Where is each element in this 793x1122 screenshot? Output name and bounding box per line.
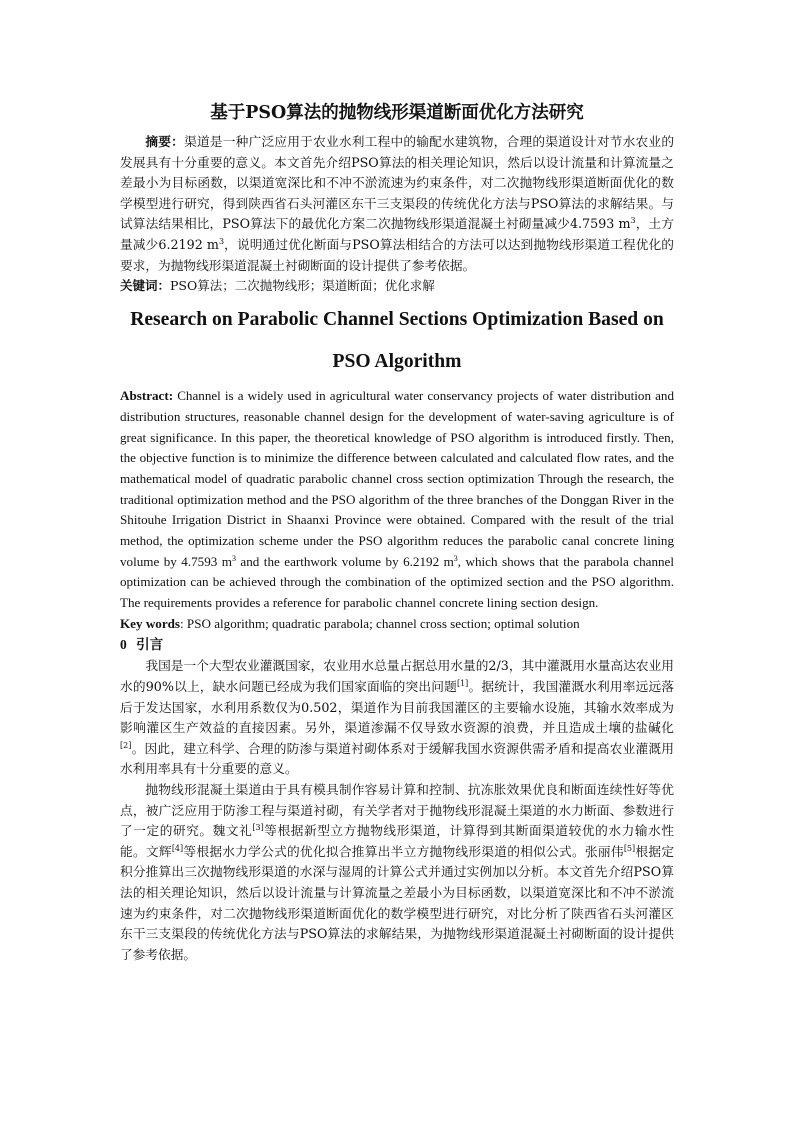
intro-p2-text-2: 等根据新型立方抛物线形渠道，计算得到其断面渠道较优的水力输水性能。文辉 xyxy=(120,823,675,859)
citation-4: [4] xyxy=(171,843,184,853)
superscript-cubic: 3 xyxy=(231,553,236,563)
english-keywords xyxy=(120,614,674,635)
intro-p1-text-3: 。因此，建立科学、合理的防渗与渠道衬砌体系对于缓解我国水资源供需矛盾和提高农业灌溉用水利用率具有十分重要的意义。 xyxy=(120,740,674,777)
section-heading-introduction xyxy=(120,634,674,656)
citation-3: [3] xyxy=(252,823,264,833)
citation-1: [1] xyxy=(456,678,469,688)
english-keywords-label: Key words xyxy=(120,615,181,631)
intro-p2-text-4: 根据定积分推算出三次抛物线形渠道的水深与湿周的计算公式并通过实例加以分析。本文首先介绍PSO算法的相关理论知识，然后以设计流量与计算流量之差最小为目标函数，以渠道宽深比和不冲不淤流速为约束条件，对二次抛物线形渠道断面优化的数学模型进行研究，对比分析了陕西省石头河灌区东干三支渠段的传统优化方法与PSO算法的求解结果，为抛物线形渠道混凝土衬砌断面的设计提供了参考依据。 xyxy=(120,843,675,962)
english-abstract-text-3: , which shows that the parabola channel optimization can be achieved through the combination of the optimized section and the PSO algorithm. The requirements provides a reference for parabolic channel concrete lining section design. xyxy=(120,553,674,611)
english-title-line-1: Research on Parabolic Channel Sections Optimization Based on xyxy=(130,309,664,331)
intro-p1-text-2: 。据统计，我国灌溉水利用率远远落后于发达国家，水利用系数仅为0.502，渠道作为目前我国灌区的主要输水设施，其输水效率成为影响灌区生产效益的直接因素。另外，渠道渗漏不仅导致水资源的浪费，并且造成土壤的盐碱化 xyxy=(120,678,675,736)
chinese-keywords xyxy=(120,276,674,296)
chinese-abstract-text: 渠道是一种广泛应用于农业水利工程中的输配水建筑物，合理的渠道设计对节水农业的发展具有十分重要的意义。本文首先介绍PSO算法的相关理论知识，然后以设计流量和计算流量之差最小为目标函数，以渠道宽深比和不冲不淤流速为约束条件，对二次抛物线形渠道断面优化的数学模型进行研究，得到陕西省石头河灌区东干三支渠段的传统优化方法与PSO算法的求解结果。与试算法结果相比，PSO算法下的最优化方案二次抛物线形渠道混凝土衬砌量减少4.7593 m xyxy=(120,134,675,232)
chinese-abstract-label: 摘要： xyxy=(145,134,185,149)
english-abstract-text-2: and the earthwork volume by 6.2192 m xyxy=(235,553,454,569)
intro-p2-text-1: 抛物线形混凝土渠道由于具有模具制作容易计算和控制、抗冻胀效果优良和断面连续性好等优点，被广泛应用于防渗工程与渠道衬砌，有关学者对于抛物线形混凝土渠道的水力断面、参数进行了一定的研究。魏文礼 xyxy=(120,781,674,839)
citation-2: [2] xyxy=(120,740,132,750)
chinese-title: 基于PSO算法的抛物线形渠道断面优化方法研究 xyxy=(210,103,584,123)
chinese-abstract-text-3: ，说明通过优化断面与PSO算法相结合的方法可以达到抛物线形渠道工程优化的要求，为抛物线形渠道混凝土衬砌断面的设计提供了参考依据。 xyxy=(120,236,674,273)
chinese-keywords-label: 关键词： xyxy=(120,278,171,294)
intro-p1-text-1: 我国是一个大型农业灌溉国家，农业用水总量占据总用水量的2/3，其中灌溉用水量高达农业用水的90%以上，缺水问题已经成为我们国家面临的突出问题 xyxy=(120,658,674,694)
superscript-cubic: 3 xyxy=(218,236,225,246)
chinese-keywords-text: PSO算法；二次抛物线形；渠道断面；优化求解 xyxy=(170,278,435,294)
intro-paragraph-2 xyxy=(120,780,674,965)
english-abstract-text: Channel is a widely used in agricultural water conservancy projects of water distribution and distribution structures, reasonable channel design for the development of water-saving agriculture is of great significance. In this paper, the theoretical knowledge of PSO algorithm is introduced firstly. Then, the objective function is to minimize the difference between calculated and calculated flow rates, and the mathematical model of quadratic parabolic channel cross section optimization Through the research, the traditional optimization method and the PSO algorithm of the three branches of the Donggan River in the Shitouhe Irrigation District in Shaanxi Province were obtained. Compared with the result of the trial method, the optimization scheme under the PSO algorithm reduces the parabolic canal concrete lining volume by 4.7593 m xyxy=(120,388,674,569)
chinese-abstract xyxy=(120,132,674,276)
english-title-line-2: PSO Algorithm xyxy=(332,351,462,373)
english-abstract-label: Abstract: xyxy=(120,388,174,404)
english-keywords-text: : PSO algorithm; quadratic parabola; channel cross section; optimal solution xyxy=(180,615,580,631)
section-number: 0 xyxy=(120,637,127,653)
superscript-cubic: 3 xyxy=(453,553,458,563)
english-abstract xyxy=(120,386,674,614)
citation-5: [5] xyxy=(623,843,636,853)
chinese-abstract-text-2: ，土方量减少6.2192 m xyxy=(120,216,674,252)
paper-page xyxy=(120,100,674,965)
intro-p2-text-3: 等根据水力学公式的优化拟合推算出半立方抛物线形渠道的相似公式。张丽伟 xyxy=(183,843,624,859)
intro-paragraph-1 xyxy=(120,656,674,780)
section-title: 引言 xyxy=(136,637,164,654)
superscript-cubic: 3 xyxy=(630,216,636,226)
